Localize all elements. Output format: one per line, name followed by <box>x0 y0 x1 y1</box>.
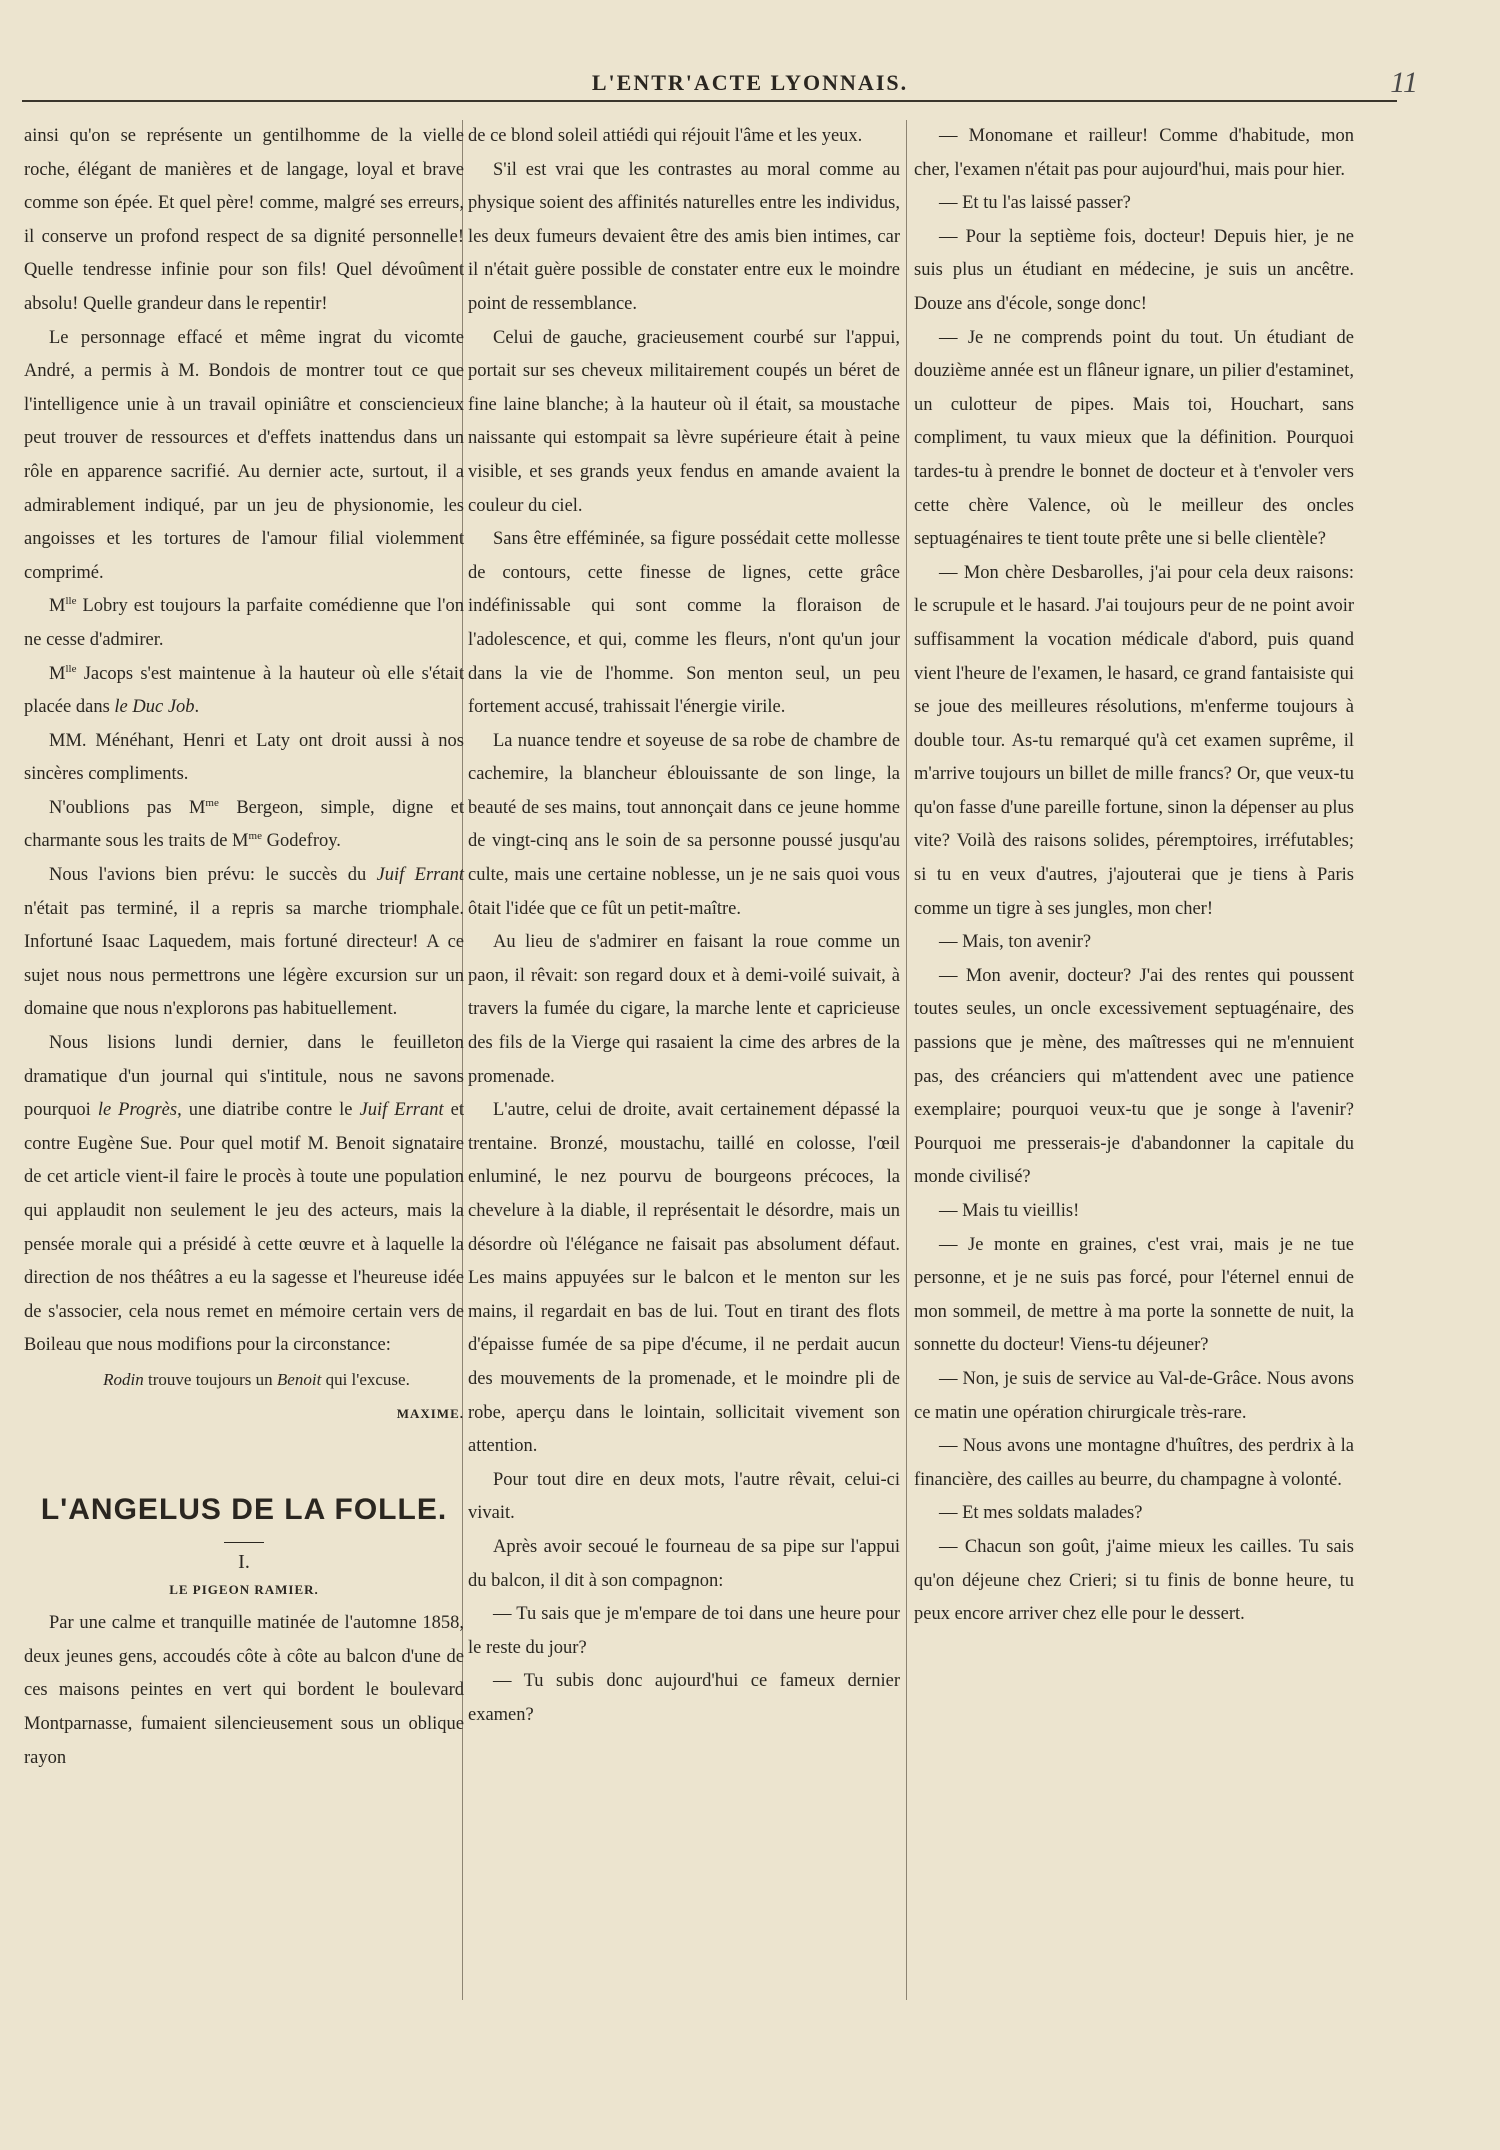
paragraph: La nuance tendre et soyeuse de sa robe de chambre de cachemire, la blancheur éblouissante de son linge, la beauté de ses mains, tout annonçait dans ce jeune homme de vingt-cinq ans le soin de sa personne poussé jusqu'au culte, mais une certaine noblesse, un je ne sais quoi vous ôtait l'idée que ce fût un petit-maître. <box>468 730 900 919</box>
paragraph: ainsi qu'on se représente un gentilhomme de la vielle roche, élégant de manières et de langage, loyal et brave comme son épée. Et quel père! comme, malgré ses erreurs, il conserve un profond respect de sa dignité personnelle! Quelle tendresse infinie pour son fils! Quel dévoûment absolu! Quelle grandeur dans le repentir! <box>24 126 464 314</box>
chapter-number: I. <box>238 1551 250 1574</box>
paragraph: — Tu subis donc aujourd'hui ce fameux dernier examen? <box>468 1671 900 1725</box>
handwritten-page-number: 11 <box>1390 66 1418 99</box>
paragraph: — Et tu l'as laissé passer? <box>939 193 1131 214</box>
paragraph: — Et mes soldats malades? <box>939 1503 1143 1524</box>
header-rule <box>22 100 1397 102</box>
paragraph: de ce blond soleil attiédi qui réjouit l'âme et les yeux. <box>468 126 863 146</box>
paragraph: — Chacun son goût, j'aime mieux les cailles. Tu sais qu'on déjeune chez Crieri; si tu finis de bonne heure, tu peux encore arriver chez elle pour le dessert. <box>914 1536 1354 1625</box>
column-right <box>914 120 1354 1632</box>
paragraph: MM. Ménéhant, Henri et Laty ont droit aussi à nos sincères compliments. <box>24 730 464 785</box>
paragraph: Par une calme et tranquille matinée de l'automne 1858, deux jeunes gens, accoudés côte à côte au balcon d'une de ces maisons peintes en vert qui bordent le boulevard Montparnasse, fumaient silencieusement sous un oblique rayon <box>24 1613 464 1768</box>
paragraph: Pour tout dire en deux mots, l'autre rêvait, celui-ci vivait. <box>468 1469 900 1524</box>
paragraph: Le personnage effacé et même ingrat du vicomte André, a permis à M. Bondois de montrer tout ce que l'intelligence unie à un travail opiniâtre et consciencieux peut trouver de ressources et d'effets inattendus dans un rôle en apparence sacrifié. Au dernier acte, surtout, il a admirablement indiqué, par un jeu de physionomie, les angoisses et les tortures de l'amour filial violemment comprimé. <box>24 327 464 583</box>
paragraph: — Non, je suis de service au Val-de-Grâce. Nous avons ce matin une opération chirurgicale très-rare. <box>914 1368 1354 1423</box>
paragraph: Nous lisions lundi dernier, dans le feuilleton dramatique d'un journal qui s'intitule, nous ne savons pourquoi le Progrès, une diatribe contre le Juif Errant et contre Eugène Sue. Pour quel motif M. Benoit signataire de cet article vient-il faire le procès à toute une population qui applaudit non seulement le jeu des acteurs, mais la pensée morale qui a présidé à cette œuvre et à laquelle la direction de nos théâtres a eu la sagesse et l'heureuse idée de s'associer, cela nous remet en mémoire certain vers de Boileau que nous modifions pour la circonstance: <box>24 1033 464 1356</box>
paragraph: — Pour la septième fois, docteur! Depuis hier, je ne suis plus un étudiant en médecine, je suis un ancêtre. Douze ans d'école, songe donc! <box>914 226 1354 314</box>
paragraph: Nous l'avions bien prévu: le succès du Juif Errant n'était pas terminé, il a repris sa marche triomphale. Infortuné Isaac Laquedem, mais fortuné directeur! A ce sujet nous nous permettrons une légère excursion sur un domaine que nous n'explorons pas habituellement. <box>24 865 464 1020</box>
paragraph: N'oublions pas $M^{me}$ Bergeon, simple, digne et charmante sous les traits de $M^{me}$ Godefroy. <box>24 796 464 852</box>
chapter-title: LE PIGEON RAMIER. <box>169 1582 319 1598</box>
masthead-title: L'ENTR'ACTE LYONNAIS. <box>591 70 909 95</box>
paragraph: — Monomane et railleur! Comme d'habitude, mon cher, l'examen n'était pas pour aujourd'hui, mais pour hier. <box>914 126 1354 180</box>
paragraph: Sans être efféminée, sa figure possédait cette mollesse de contours, cette finesse de lignes, cette grâce indéfinissable qui sont comme la floraison de l'adolescence, et qui, comme les fleurs, n'ont qu'un jour dans la vie de l'homme. Son menton seul, un peu fortement accusé, trahissait l'énergie virile. <box>468 529 900 718</box>
paragraph: — Mais, ton avenir? <box>939 932 1092 953</box>
paragraph: L'autre, celui de droite, avait certainement dépassé la trentaine. Bronzé, moustachu, taillé en colosse, l'œil enluminé, le nez pourvu de bourgeons précoces, la chevelure à la diable, il représentait le désordre, mais un désordre où l'élégance ne faisait pas absolument défaut. Les mains appuyées sur le balcon et le menton sur les mains, il regardait en bas de lui. Tout en tirant des flots d'épaisse fumée de sa pipe d'écume, il ne perdait aucun des mouvements de la promenade, et le moindre pli de robe, aperçu dans le lointain, sollicitait vivement son attention. <box>468 1100 900 1457</box>
paragraph: — Mais tu vieillis! <box>939 1201 1080 1221</box>
paragraph: Après avoir secoué le fourneau de sa pipe sur l'appui du balcon, il dit à son compagnon: <box>468 1536 900 1591</box>
column-left <box>24 120 464 1775</box>
page-header <box>0 66 1500 99</box>
column-divider <box>906 120 907 2000</box>
paragraph: — Mon chère Desbarolles, j'ai pour cela deux raisons: le scrupule et le hasard. J'ai toujours peur de ne point avoir suffisamment la vocation médicale d'abord, puis quand vient l'heure de l'examen, le hasard, ce grand fantaisiste qui se joue des meilleures résolutions, m'enferme toujours à double tour. As-tu remarqué qu'à cet examen suprême, il m'arrive toujours un billet de mille francs? Or, que veux-tu qu'on fasse d'une pareille fortune, sinon la dépenser au plus vite? Voilà des raisons solides, péremptoires, irréfutables; si tu en veux d'autres, j'ajouterai que je tiens à Paris comme un tigre à ses jungles, mon cher! <box>914 562 1354 919</box>
paragraph: — Je ne comprends point du tout. Un étudiant de douzième année est un flâneur ignare, un pilier d'estaminet, un culotteur de pipes. Mais toi, Houchart, sans compliment, tu vaux mieux que la définition. Pourquoi tardes-tu à prendre le bonnet de docteur et à t'envoler vers cette chère Valence, où le meilleur des oncles septuagénaires te tient toute prête une si belle clientèle? <box>914 327 1354 550</box>
paragraph: — Mon avenir, docteur? J'ai des rentes qui poussent toutes seules, un oncle excessivement septuagénaire, des passions que je mène, des maîtresses qui ne m'ennuient pas, des créanciers qui m'attendent avec une patience exemplaire; pourquoi veux-tu que je songe à l'avenir? Pourquoi me presserais-je d'abandonner la capitale du monde civilisé? <box>914 965 1354 1188</box>
author-signature: MAXIME. <box>396 1405 464 1421</box>
paragraph: $M^{lle}$ Lobry est toujours la parfaite comédienne que l'on ne cesse d'admirer. <box>24 595 464 650</box>
verse-quote: Rodin trouve toujours un Benoit qui l'excuse. <box>103 1369 410 1389</box>
section-title: L'ANGELUS DE LA FOLLE. <box>40 1493 448 1527</box>
paragraph: Au lieu de s'admirer en faisant la roue comme un paon, il rêvait: son regard doux et à demi-voilé suivait, à travers la fumée du cigare, la marche lente et capricieuse des fils de la Vierge qui rasaient la cime des arbres de la promenade. <box>468 932 900 1087</box>
paragraph: Celui de gauche, gracieusement courbé sur l'appui, portait sur ses cheveux militairement coupés un béret de fine laine blanche; à la hauteur où il était, sa moustache naissante qui estompait sa lèvre supérieure était à peine visible, et ses grands yeux fendus en amande avaient la couleur du ciel. <box>468 327 900 516</box>
title-rule <box>224 1542 264 1543</box>
paragraph: — Tu sais que je m'empare de toi dans une heure pour le reste du jour? <box>468 1604 900 1658</box>
paragraph: S'il est vrai que les contrastes au moral comme au physique soient des affinités naturelles entre les individus, les deux fumeurs devaient être des amis bien intimes, car il n'était guère possible de constater entre eux le moindre point de ressemblance. <box>468 159 900 314</box>
paragraph: $M^{lle}$ Jacops s'est maintenue à la hauteur où elle s'était placée dans le Duc Job. <box>24 662 464 718</box>
column-middle <box>468 120 900 1733</box>
paragraph: — Je monte en graines, c'est vrai, mais je ne tue personne, et je ne suis pas forcé, pour l'éternel ennui de mon sommeil, de mettre à ma porte la sonnette de nuit, la sonnette du docteur! Viens-tu déjeuner? <box>914 1234 1354 1356</box>
paragraph: — Nous avons une montagne d'huîtres, des perdrix à la financière, des cailles au beurre, du champagne à volonté. <box>914 1436 1354 1490</box>
